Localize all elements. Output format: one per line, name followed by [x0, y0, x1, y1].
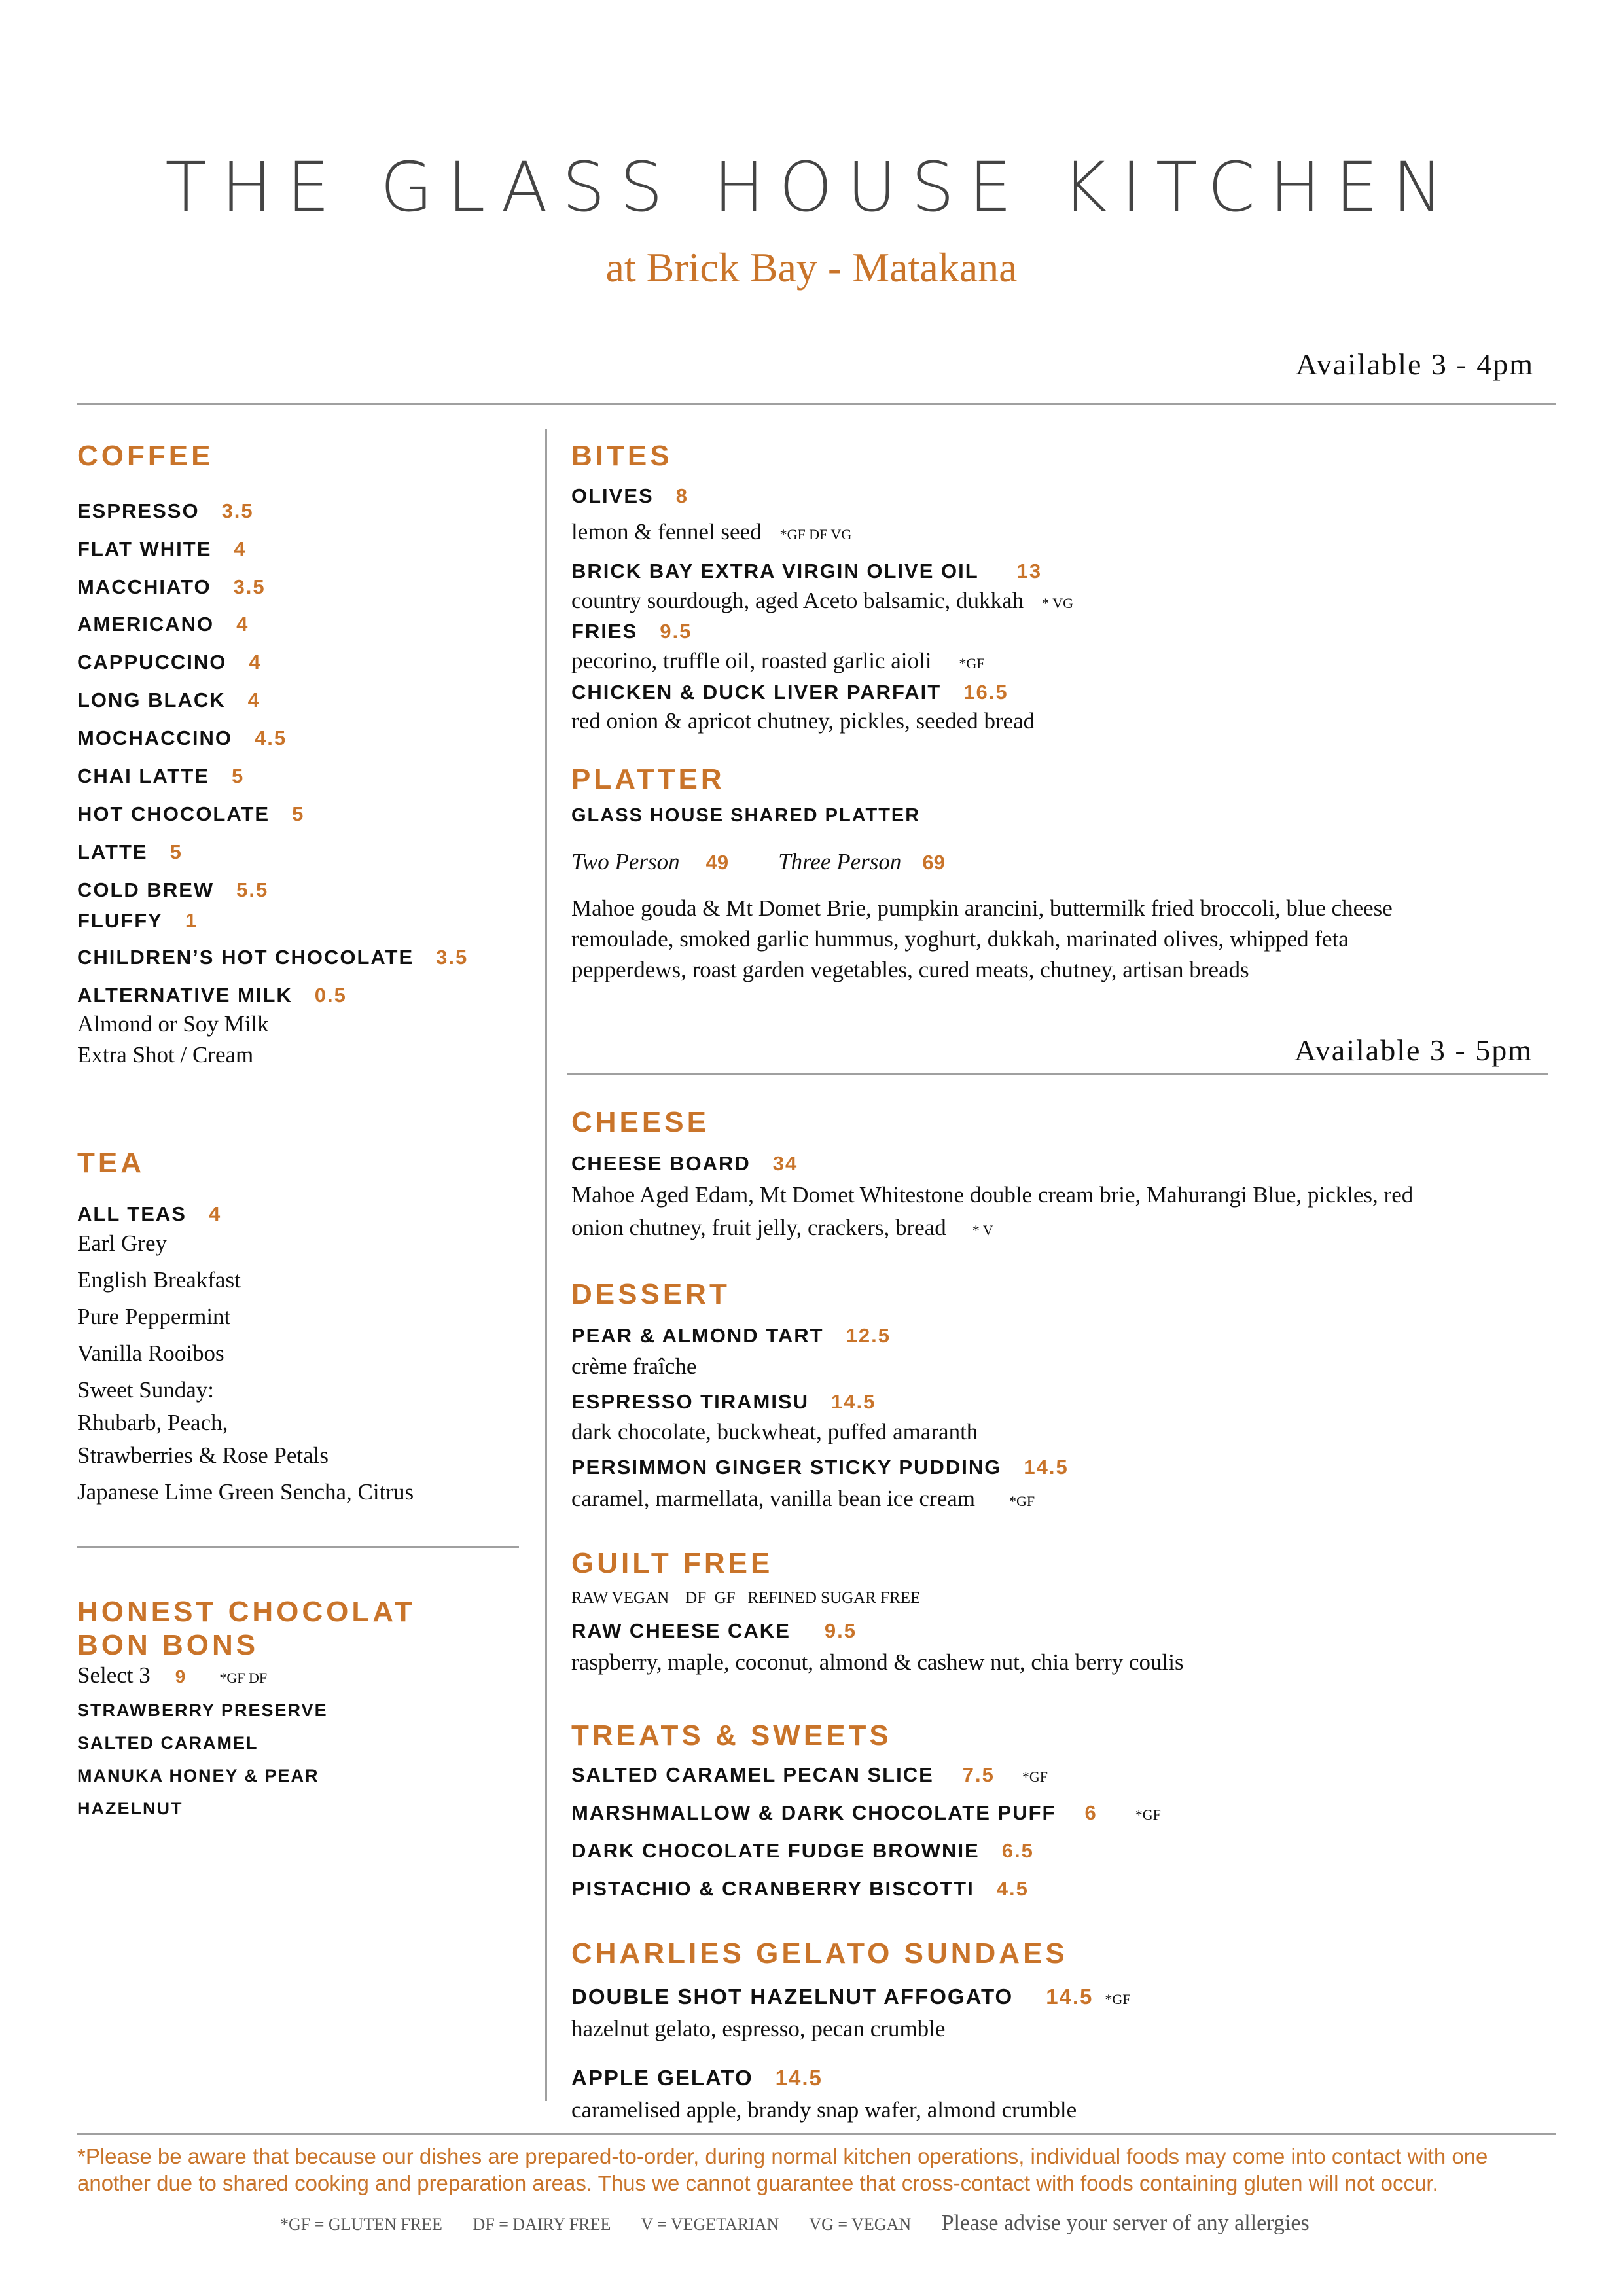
section-heading-bonbons: HONEST CHOCOLAT BON BONS — [77, 1596, 416, 1661]
item-description: caramelised apple, brandy snap wafer, almond crumble — [571, 2097, 1077, 2123]
guilt-free-tags: RAW VEGAN DF GF REFINED SUGAR FREE — [571, 1589, 921, 1607]
item-description: red onion & apricot chutney, pickles, seeded bread — [571, 708, 1035, 734]
menu-item: DARK CHOCOLATE FUDGE BROWNIE 6.5 — [571, 1839, 1034, 1862]
bonbon-select: Select 3 9 *GF DF — [77, 1662, 268, 1688]
tea-variety: Vanilla Rooibos — [77, 1340, 224, 1366]
platter-description: Mahoe gouda & Mt Domet Brie, pumpkin arancini, buttermilk fried broccoli, blue cheese remoulade, smoked garlic hummus, yoghurt, dukkah, marinated olives, whipped feta pepperdews, roast garden vegetables, cured meats, chutney, artisan breads — [571, 895, 1393, 982]
menu-item: OLIVES 8 — [571, 484, 688, 507]
availability-3-4pm: Available 3 - 4pm — [1296, 348, 1534, 381]
dietary-legend: *GF = GLUTEN FREE DF = DAIRY FREE V = VEGETARIAN VG = VEGAN Please advise your server of any allergies — [280, 2211, 1310, 2235]
bonbon-flavour: SALTED CARAMEL — [77, 1733, 259, 1753]
menu-item: CHICKEN & DUCK LIVER PARFAIT 16.5 — [571, 681, 1008, 704]
menu-item: ESPRESSO TIRAMISU 14.5 — [571, 1390, 876, 1413]
tea-variety: English Breakfast — [77, 1267, 241, 1293]
section-divider — [567, 1073, 1548, 1075]
menu-item: GLASS HOUSE SHARED PLATTER — [571, 805, 921, 826]
item-description: onion chutney, fruit jelly, crackers, bread * V — [571, 1215, 993, 1240]
section-heading-gelato: CHARLIES GELATO SUNDAES — [571, 1937, 1068, 1969]
tea-variety: Rhubarb, Peach, — [77, 1410, 228, 1435]
menu-item: LONG BLACK 4 — [77, 689, 260, 711]
menu-item: MARSHMALLOW & DARK CHOCOLATE PUFF 6 *GF — [571, 1801, 1161, 1824]
section-heading-guilt-free: GUILT FREE — [571, 1547, 774, 1579]
tea-variety: Strawberries & Rose Petals — [77, 1443, 329, 1468]
menu-item: SALTED CARAMEL PECAN SLICE 7.5 *GF — [571, 1763, 1048, 1786]
item-note: Extra Shot / Cream — [77, 1042, 254, 1067]
menu-item: PERSIMMON GINGER STICKY PUDDING 14.5 — [571, 1456, 1069, 1479]
menu-item: PEAR & ALMOND TART 12.5 — [571, 1324, 891, 1347]
menu-item: BRICK BAY EXTRA VIRGIN OLIVE OIL 13 — [571, 560, 1043, 583]
item-note: Almond or Soy Milk — [77, 1011, 269, 1037]
header-divider — [77, 403, 1556, 405]
section-heading-platter: PLATTER — [571, 763, 725, 795]
menu-item: CHILDREN’S HOT CHOCOLATE 3.5 — [77, 946, 469, 969]
menu-item: RAW CHEESE CAKE 9.5 — [571, 1619, 857, 1642]
left-column-divider — [77, 1546, 519, 1548]
section-heading-treats: TREATS & SWEETS — [571, 1719, 892, 1751]
availability-3-5pm: Available 3 - 5pm — [1294, 1033, 1533, 1067]
bonbon-flavour: STRAWBERRY PRESERVE — [77, 1700, 328, 1720]
tea-variety: Earl Grey — [77, 1230, 168, 1256]
item-description: dark chocolate, buckwheat, puffed amaranth — [571, 1419, 978, 1444]
bonbon-flavour: HAZELNUT — [77, 1799, 183, 1818]
item-description: raspberry, maple, coconut, almond & cashew nut, chia berry coulis — [571, 1649, 1184, 1675]
allergen-disclaimer: *Please be aware that because our dishes are prepared-to-order, during normal kitchen operations, individual foods may come into contact with one another due to shared cooking and preparation areas. Thus we cannot guarantee that cross-contact with foods containing gluten will not occur. — [77, 2144, 1488, 2195]
menu-item: CAPPUCCINO 4 — [77, 651, 262, 673]
tea-variety: Pure Peppermint — [77, 1304, 231, 1329]
bonbon-flavour: MANUKA HONEY & PEAR — [77, 1766, 319, 1785]
menu-item: DOUBLE SHOT HAZELNUT AFFOGATO 14.5 *GF — [571, 1984, 1131, 2009]
menu-item: CHAI LATTE 5 — [77, 764, 245, 787]
menu-item: FRIES 9.5 — [571, 620, 692, 643]
menu-item: LATTE 5 — [77, 840, 183, 863]
item-description: Mahoe Aged Edam, Mt Domet Whitestone double cream brie, Mahurangi Blue, pickles, red — [571, 1182, 1414, 1208]
item-description: country sourdough, aged Aceto balsamic, dukkah * VG — [571, 588, 1073, 613]
menu-item: COLD BREW 5.5 — [77, 878, 269, 901]
menu-item: CHEESE BOARD 34 — [571, 1152, 798, 1175]
menu-item: MACCHIATO 3.5 — [77, 575, 266, 598]
menu-item: FLAT WHITE 4 — [77, 537, 247, 560]
item-description: lemon & fennel seed *GF DF VG — [571, 519, 852, 545]
tea-variety: Japanese Lime Green Sencha, Citrus — [77, 1479, 414, 1505]
menu-item: PISTACHIO & CRANBERRY BISCOTTI 4.5 — [571, 1877, 1029, 1900]
column-divider — [545, 429, 547, 2101]
menu-item: HOT CHOCOLATE 5 — [77, 802, 305, 825]
restaurant-title: THE GLASS HOUSE KITCHEN — [165, 147, 1458, 227]
menu-item: APPLE GELATO 14.5 — [571, 2066, 823, 2090]
item-description: pecorino, truffle oil, roasted garlic aioli *GF — [571, 648, 985, 673]
menu-item: FLUFFY 1 — [77, 909, 198, 932]
section-heading-tea: TEA — [77, 1147, 145, 1179]
section-heading-coffee: COFFEE — [77, 440, 214, 472]
tea-variety: Sweet Sunday: — [77, 1377, 215, 1403]
section-heading-bites: BITES — [571, 440, 673, 472]
item-description: crème fraîche — [571, 1354, 697, 1379]
allergy-advice: Please advise your server of any allergies — [941, 2211, 1310, 2235]
item-description: caramel, marmellata, vanilla bean ice cream *GF — [571, 1486, 1035, 1511]
menu-item: MOCHACCINO 4.5 — [77, 726, 287, 749]
section-heading-dessert: DESSERT — [571, 1278, 730, 1310]
restaurant-subtitle: at Brick Bay - Matakana — [605, 244, 1018, 291]
menu-item: ALL TEAS 4 — [77, 1202, 222, 1225]
section-heading-cheese: CHEESE — [571, 1106, 709, 1138]
item-description: hazelnut gelato, espresso, pecan crumble — [571, 2016, 946, 2041]
menu-item: AMERICANO 4 — [77, 613, 249, 636]
menu-item: ESPRESSO 3.5 — [77, 499, 254, 522]
platter-options: Two Person 49 Three Person 69 — [571, 849, 945, 874]
footer-divider — [77, 2133, 1556, 2135]
menu-item: ALTERNATIVE MILK 0.5 — [77, 984, 347, 1007]
